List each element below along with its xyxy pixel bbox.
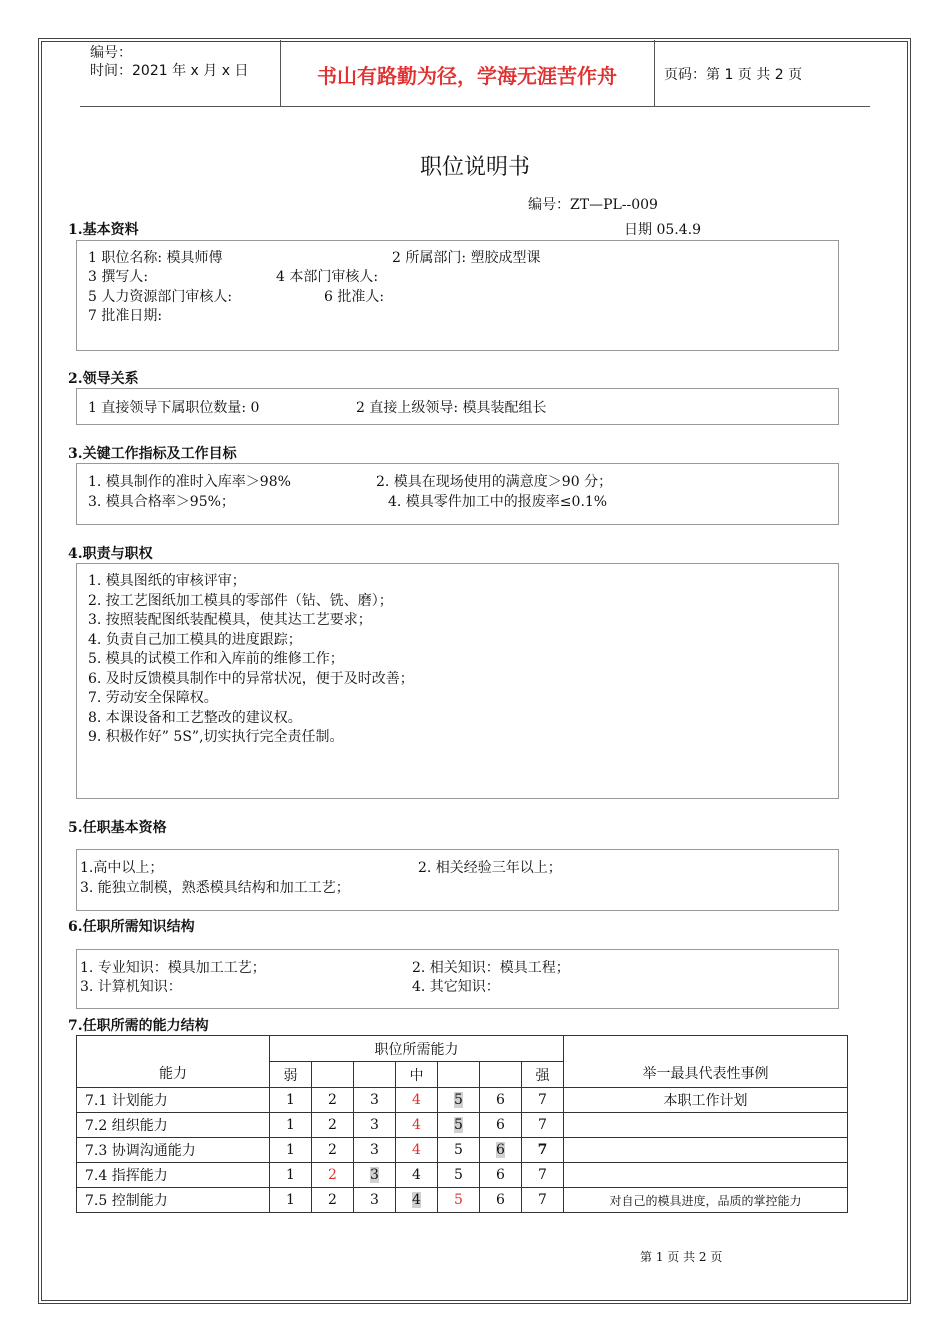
ability-name: 7.4 指挥能力 — [77, 1163, 270, 1188]
scale-strong-label: 强 — [522, 1062, 564, 1088]
duty-item: 8. 本课设备和工艺整改的建议权。 — [88, 710, 302, 726]
leadership-superior: 2 直接上级领导: 模具装配组长 — [356, 400, 547, 416]
header-divider — [654, 40, 655, 106]
doc-number: 编号：ZT—PL--009 — [528, 197, 658, 213]
scale-value: 6 — [480, 1163, 522, 1188]
scale-value: 7 — [522, 1163, 564, 1188]
qualification-item: 1.高中以上； — [80, 860, 164, 876]
page-footer: 第 1 页 共 2 页 — [640, 1250, 723, 1264]
scale-cell — [480, 1062, 522, 1088]
scale-value: 7 — [522, 1138, 564, 1163]
section-heading-basic: 1.基本资料 — [68, 222, 139, 238]
scale-value: 2 — [312, 1188, 354, 1213]
scale-value-required: 4 — [396, 1088, 438, 1113]
scale-value: 2 — [312, 1088, 354, 1113]
scale-weak-label: 弱 — [270, 1062, 312, 1088]
duty-item: 4. 负责自己加工模具的进度跟踪； — [88, 632, 302, 648]
scale-value: 1 — [270, 1088, 312, 1113]
scale-value: 5 — [438, 1138, 480, 1163]
section-heading-qualifications: 5.任职基本资格 — [68, 820, 167, 836]
ability-example: 本职工作计划 — [564, 1088, 848, 1113]
scale-value-current — [480, 1138, 522, 1163]
basic-info-line: 7 批准日期: — [88, 308, 163, 324]
ability-example — [564, 1113, 848, 1138]
basic-info-line: 3 撰写人: — [88, 269, 149, 285]
scale-value: 6 — [480, 1188, 522, 1213]
basic-info-line: 2 所属部门: 塑胶成型课 — [392, 250, 541, 266]
duty-item: 1. 模具图纸的审核评审； — [88, 573, 246, 589]
scale-value: 1 — [270, 1188, 312, 1213]
scale-value-current — [438, 1113, 480, 1138]
scale-value: 3 — [354, 1088, 396, 1113]
duty-item: 7. 劳动安全保障权。 — [88, 690, 218, 706]
scale-cell — [354, 1062, 396, 1088]
qualification-item: 3. 能独立制模，熟悉模具结构和加工工艺； — [80, 880, 350, 896]
ability-example: 对自己的模具进度，品质的掌控能力 — [564, 1188, 848, 1213]
duty-item: 6. 及时反馈模具制作中的异常状况，便于及时改善； — [88, 671, 414, 687]
knowledge-item: 1. 专业知识：模具加工工艺； — [80, 960, 266, 976]
ability-row — [77, 1138, 848, 1163]
ability-example — [564, 1138, 848, 1163]
date-label: 日期 05.4.9 — [624, 222, 701, 238]
scale-value: 6 — [480, 1088, 522, 1113]
ability-row — [77, 1188, 848, 1213]
scale-value-highlight: 3 — [370, 1167, 379, 1183]
ability-header: 能力 — [77, 1036, 270, 1088]
qualification-item: 2. 相关经验三年以上； — [418, 860, 562, 876]
duty-item: 2. 按工艺图纸加工模具的零部件（钻、铣、磨）； — [88, 593, 393, 609]
scale-value-required: 4 — [396, 1138, 438, 1163]
ability-name: 7.3 协调沟通能力 — [77, 1138, 270, 1163]
ability-row — [77, 1163, 848, 1188]
ability-row — [77, 1088, 848, 1113]
scale-value: 3 — [354, 1113, 396, 1138]
ability-row — [77, 1113, 848, 1138]
scale-value-highlight: 5 — [454, 1092, 463, 1108]
scale-value: 3 — [354, 1188, 396, 1213]
section-heading-knowledge: 6.任职所需知识结构 — [68, 919, 195, 935]
section-heading-kpi: 3.关键工作指标及工作目标 — [68, 446, 237, 462]
basic-info-line: 5 人力资源部门审核人: — [88, 289, 233, 305]
basic-info-line: 1 职位名称: 模具师傅 — [88, 250, 223, 266]
scale-cell — [438, 1062, 480, 1088]
scale-value-current — [438, 1088, 480, 1113]
kpi-item: 2. 模具在现场使用的满意度＞90 分； — [376, 474, 613, 490]
knowledge-item: 3. 计算机知识： — [80, 979, 182, 995]
scale-value: 7 — [522, 1088, 564, 1113]
scale-value: 1 — [270, 1163, 312, 1188]
knowledge-item: 2. 相关知识：模具工程； — [412, 960, 570, 976]
page-header — [80, 40, 870, 107]
section-heading-duties: 4.职责与职权 — [68, 546, 153, 562]
ability-name: 7.1 计划能力 — [77, 1088, 270, 1113]
ability-name: 7.5 控制能力 — [77, 1188, 270, 1213]
scale-value: 6 — [480, 1113, 522, 1138]
knowledge-item: 4. 其它知识： — [412, 979, 500, 995]
leadership-subordinates: 1 直接领导下属职位数量: 0 — [88, 400, 260, 416]
scale-value: 3 — [354, 1138, 396, 1163]
section-heading-abilities: 7.任职所需的能力结构 — [68, 1018, 209, 1034]
scale-value: 5 — [438, 1163, 480, 1188]
scale-value: 4 — [396, 1163, 438, 1188]
duty-item: 9. 积极作好” 5S”,切实执行完全责任制。 — [88, 729, 344, 745]
ability-name: 7.2 组织能力 — [77, 1113, 270, 1138]
scale-value: 7 — [522, 1113, 564, 1138]
kpi-item: 4. 模具零件加工中的报废率≤0.1% — [388, 494, 608, 510]
scale-value-required: 2 — [312, 1163, 354, 1188]
date-line: 时间：2021 年 x 月 x 日 — [90, 63, 249, 79]
scale-value: 1 — [270, 1113, 312, 1138]
scale-value-highlight: 6 — [496, 1142, 505, 1158]
scale-value-current — [354, 1163, 396, 1188]
scale-cell — [312, 1062, 354, 1088]
doc-no-label: 编号： — [90, 45, 132, 61]
scale-value-highlight: 5 — [454, 1117, 463, 1133]
motto: 书山有路勤为径，学海无涯苦作舟 — [317, 64, 617, 88]
ability-example — [564, 1163, 848, 1188]
scale-value-current — [396, 1188, 438, 1213]
ability-table — [76, 1035, 848, 1213]
duty-item: 5. 模具的试模工作和入库前的维修工作； — [88, 651, 344, 667]
scale-value: 2 — [312, 1138, 354, 1163]
duty-item: 3. 按照装配图纸装配模具，使其达工艺要求； — [88, 612, 372, 628]
basic-info-line: 6 批准人: — [324, 289, 385, 305]
kpi-item: 3. 模具合格率＞95%； — [88, 494, 235, 510]
basic-info-line: 4 本部门审核人: — [276, 269, 379, 285]
header-page-info: 页码：第 1 页 共 2 页 — [664, 67, 803, 83]
scale-value: 2 — [312, 1113, 354, 1138]
scale-value: 1 — [270, 1138, 312, 1163]
scale-value-required: 4 — [396, 1113, 438, 1138]
page-title: 职位说明书 — [419, 155, 530, 180]
section-heading-leadership: 2.领导关系 — [68, 371, 139, 387]
kpi-item: 1. 模具制作的准时入库率＞98% — [88, 474, 291, 490]
scale-value: 7 — [522, 1188, 564, 1213]
scale-value-required: 5 — [438, 1188, 480, 1213]
scale-mid-label: 中 — [396, 1062, 438, 1088]
required-ability-header: 职位所需能力 — [270, 1036, 564, 1062]
example-header: 举一最具代表性事例 — [564, 1036, 848, 1088]
scale-value-highlight: 4 — [412, 1192, 421, 1208]
